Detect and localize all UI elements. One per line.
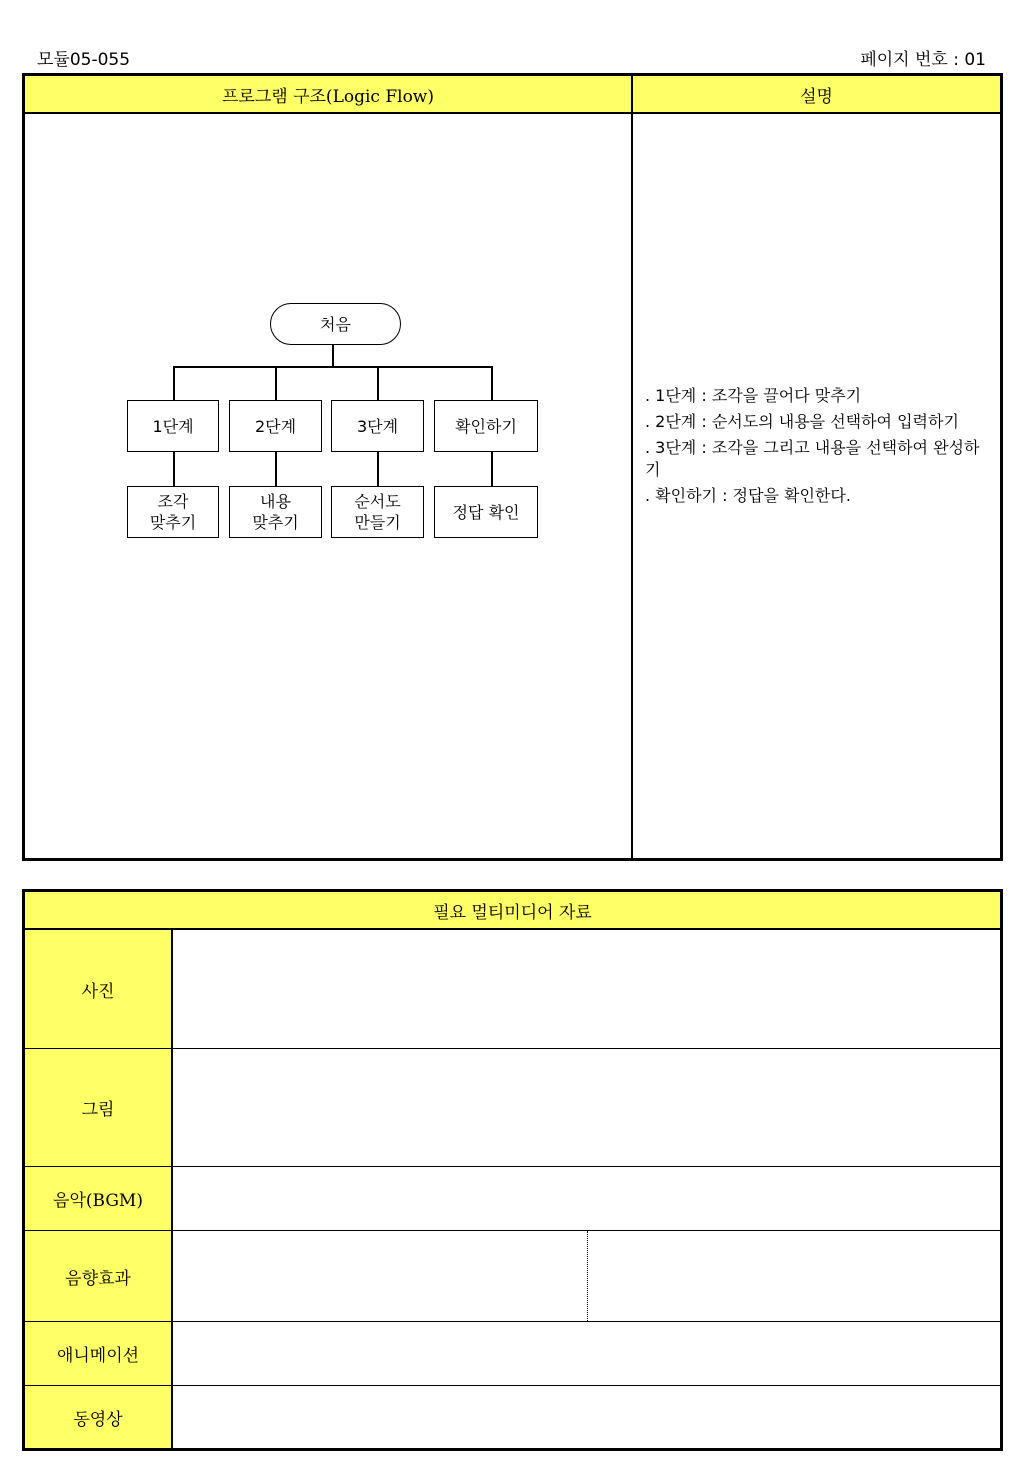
flow-node-confirm-detail: 정답 확인 bbox=[434, 486, 538, 538]
dotted-divider bbox=[587, 1231, 588, 1321]
row-animation bbox=[25, 1322, 1000, 1386]
row-label: 음향효과 bbox=[25, 1231, 173, 1321]
connector-line bbox=[377, 366, 379, 401]
logic-flow-diagram bbox=[25, 114, 631, 858]
flow-node-step3-detail bbox=[331, 486, 424, 538]
connector-line bbox=[275, 366, 277, 401]
connector-line bbox=[491, 366, 493, 401]
connector-line bbox=[173, 366, 492, 368]
description-line: . 2단계 : 순서도의 내용을 선택하여 입력하기 bbox=[645, 412, 959, 431]
node-text: 조각 bbox=[157, 492, 189, 511]
connector-line bbox=[173, 366, 175, 401]
connector-line bbox=[491, 452, 493, 487]
row-label: 그림 bbox=[25, 1049, 173, 1166]
node-text: 순서도 bbox=[354, 492, 401, 511]
logic-flow-header: 프로그램 구조(Logic Flow) bbox=[25, 76, 633, 114]
flow-node-step3: 3단계 bbox=[331, 400, 424, 452]
row-sound-effect bbox=[25, 1231, 1000, 1322]
description-line: . 확인하기 : 정답을 확인한다. bbox=[645, 486, 851, 505]
row-bgm bbox=[25, 1167, 1000, 1231]
row-photo bbox=[25, 930, 1000, 1049]
module-id: 모듈05-055 bbox=[37, 50, 131, 70]
flow-node-step2: 2단계 bbox=[229, 400, 322, 452]
row-label: 애니메이션 bbox=[25, 1322, 173, 1385]
connector-line bbox=[173, 452, 175, 487]
row-label: 사진 bbox=[25, 930, 173, 1048]
description-line: . 3단계 : 조각을 그리고 내용을 선택하여 완성하기 bbox=[645, 438, 980, 479]
description-line: . 1단계 : 조각을 끌어다 맞추기 bbox=[645, 386, 862, 405]
row-label: 음악(BGM) bbox=[25, 1167, 173, 1230]
connector-line bbox=[377, 452, 379, 487]
column-divider bbox=[631, 76, 633, 858]
row-drawing bbox=[25, 1049, 1000, 1167]
page-number: 페이지 번호 : 01 bbox=[860, 50, 986, 70]
node-text: 만들기 bbox=[354, 513, 401, 532]
multimedia-header: 필요 멀티미디어 자료 bbox=[25, 892, 1000, 930]
node-text: 맞추기 bbox=[252, 513, 299, 532]
connector-line bbox=[275, 452, 277, 487]
flow-node-step2-detail bbox=[229, 486, 322, 538]
description-header: 설명 bbox=[633, 76, 1000, 114]
row-label: 동영상 bbox=[25, 1386, 173, 1448]
program-structure-table bbox=[22, 73, 1003, 861]
flow-node-confirm: 확인하기 bbox=[434, 400, 538, 452]
row-video bbox=[25, 1386, 1000, 1448]
connector-line bbox=[332, 345, 334, 367]
multimedia-table bbox=[22, 889, 1003, 1451]
flow-node-start: 처음 bbox=[270, 303, 401, 345]
description-text bbox=[645, 385, 985, 511]
node-text: 맞추기 bbox=[149, 513, 197, 532]
node-text: 내용 bbox=[260, 492, 291, 511]
flow-node-step1: 1단계 bbox=[127, 400, 219, 452]
flow-node-step1-detail bbox=[127, 486, 219, 538]
